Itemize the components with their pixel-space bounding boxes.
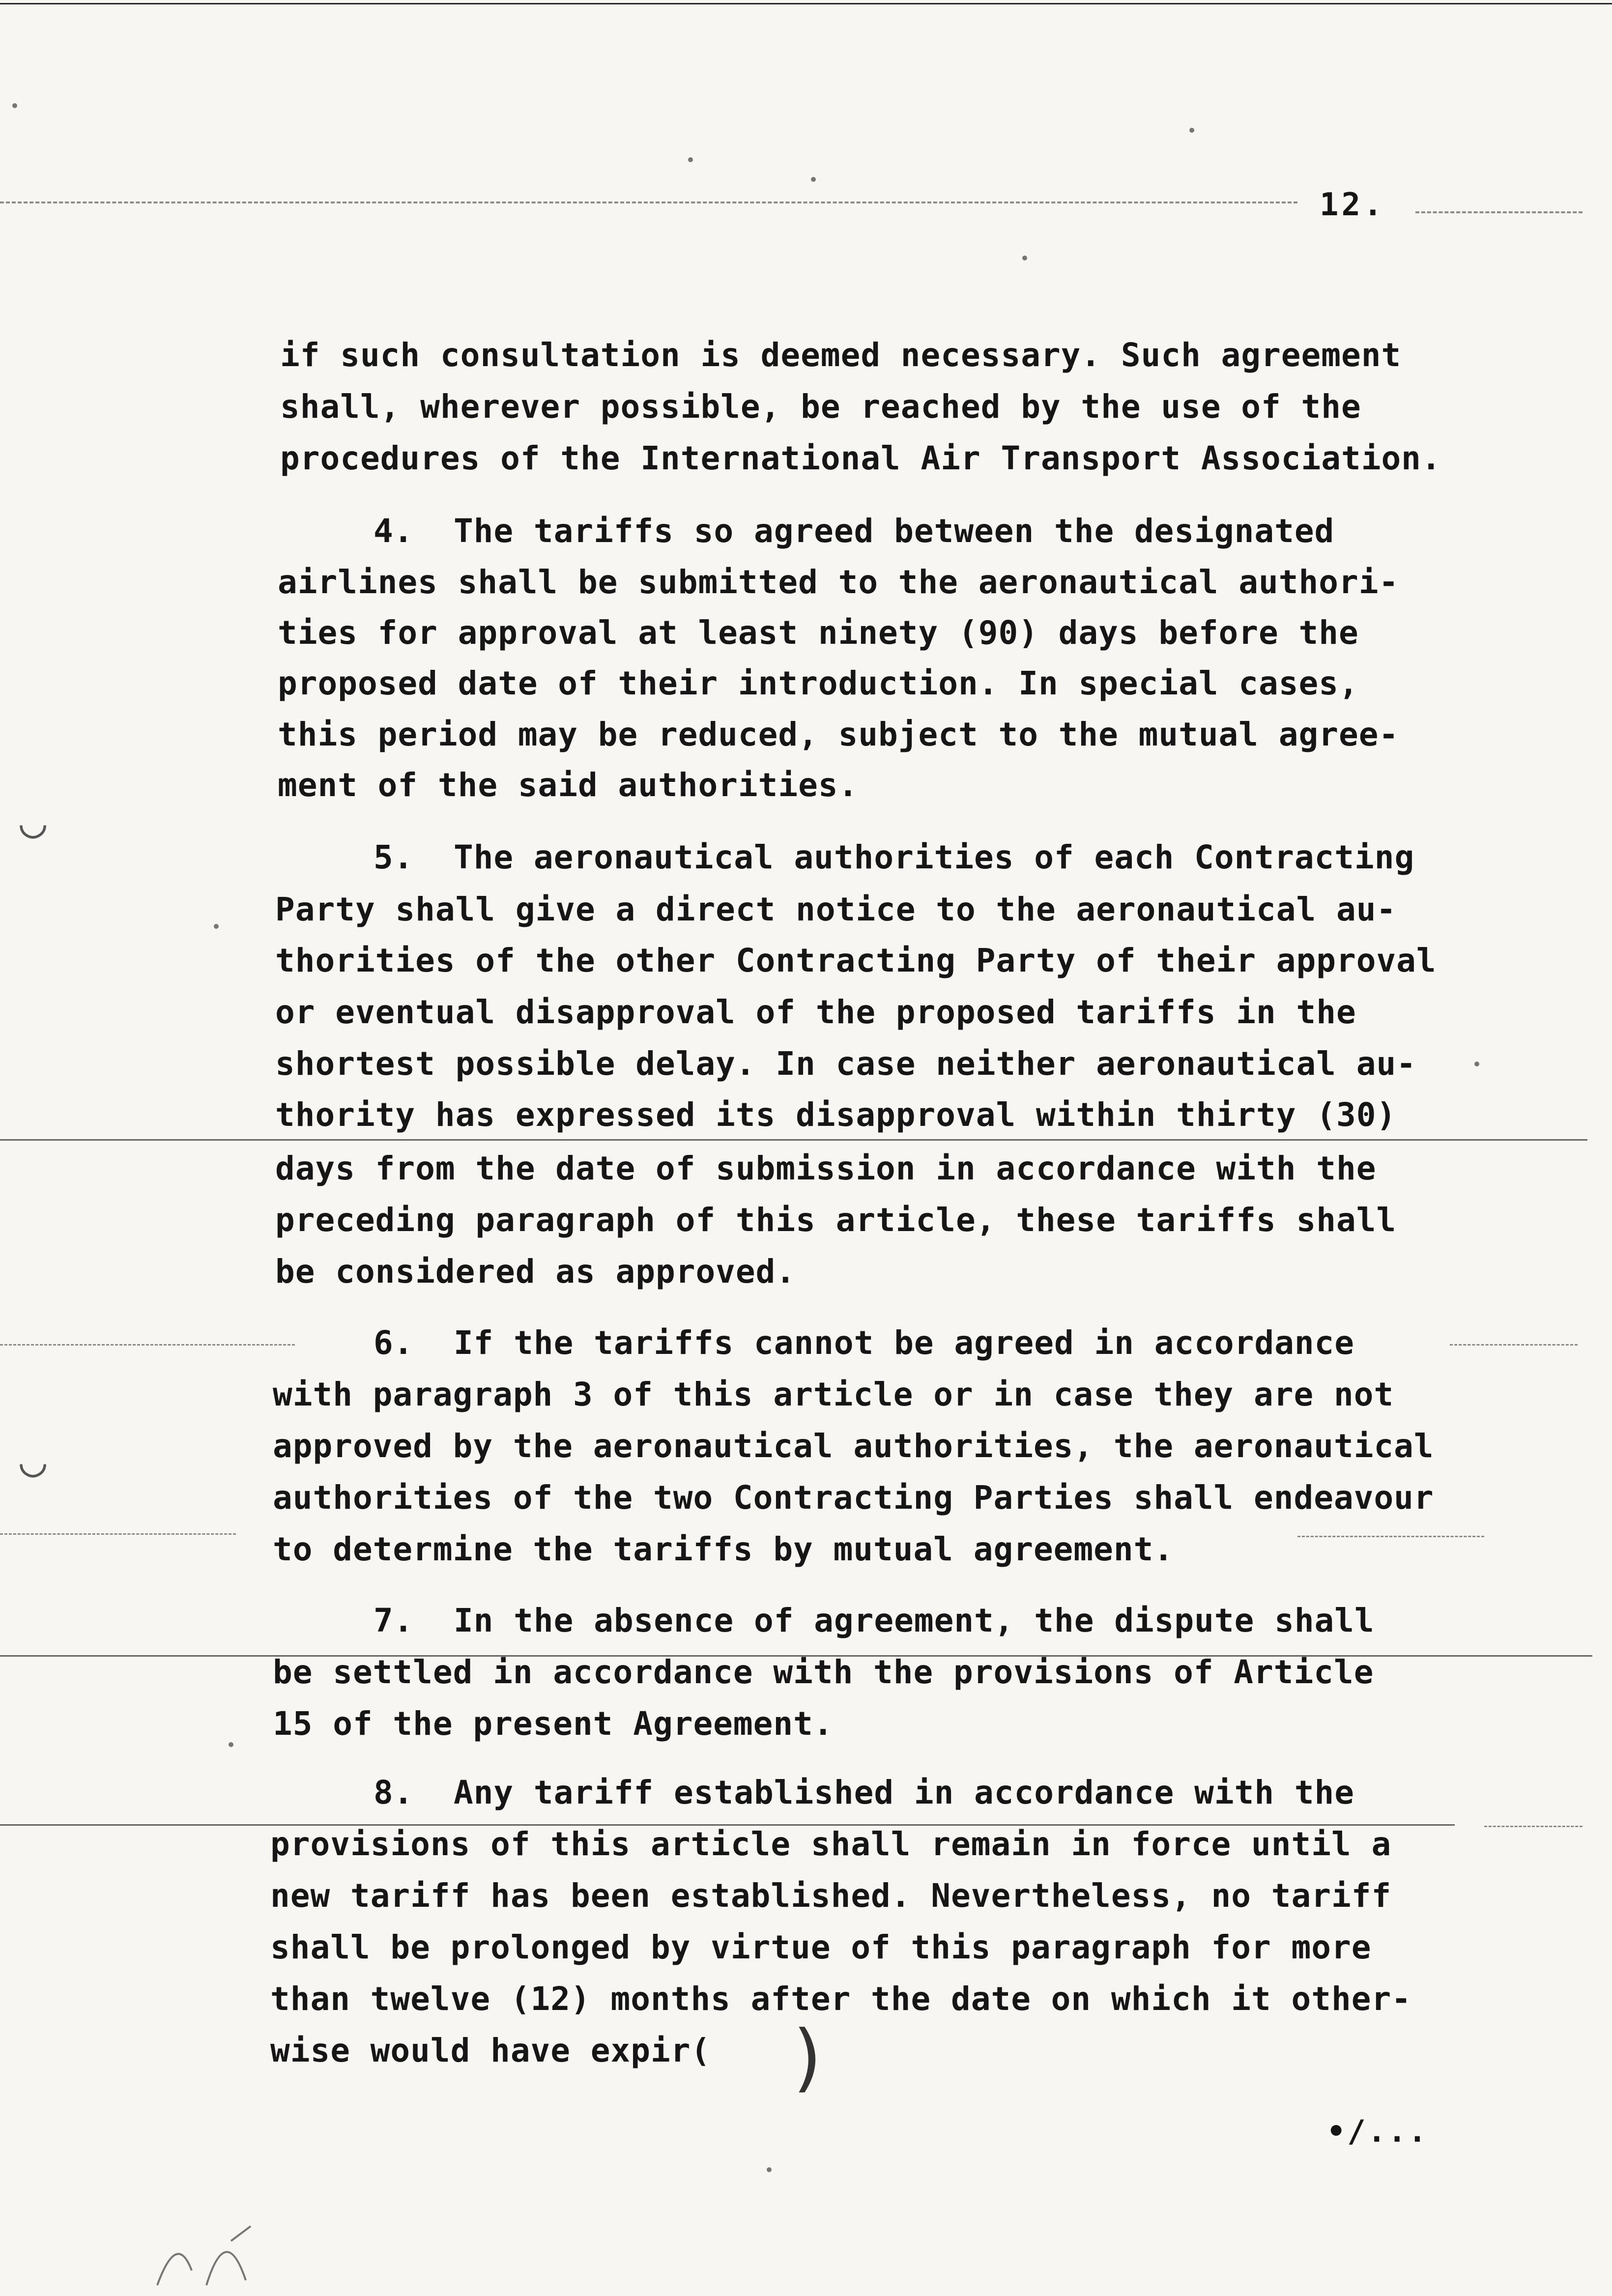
scan-speck (1022, 256, 1027, 260)
scan-speck (214, 924, 219, 929)
horizontal-rule (0, 1139, 1587, 1141)
handwritten-initials (147, 2211, 275, 2295)
text-line: this period may be reduced, subject to the mutual agree- (278, 716, 1399, 753)
text-line: 8. Any tariff established in accordance with the (374, 1774, 1355, 1811)
scan-speck (229, 1742, 233, 1747)
text-line: thorities of the other Contracting Party of their approval (275, 942, 1437, 979)
text-line: 5. The aeronautical authorities of each Contracting (374, 838, 1415, 876)
text-line: to determine the tariffs by mutual agreement. (273, 1530, 1174, 1568)
scan-speck (12, 103, 17, 108)
continuation-marker: •/... (1327, 2113, 1429, 2149)
scan-speck (767, 2167, 772, 2172)
text-line: ties for approval at least ninety (90) days before the (278, 614, 1359, 652)
text-line: approved by the aeronautical authorities, the aeronautical (273, 1427, 1434, 1465)
punch-hole-mark: ◡ (20, 796, 47, 848)
text-line: with paragraph 3 of this article or in case they are not (273, 1376, 1394, 1413)
text-line: shall, wherever possible, be reached by the use of the (280, 388, 1361, 426)
text-line: airlines shall be submitted to the aeronautical authori- (278, 563, 1399, 601)
text-line: if such consultation is deemed necessary. Such agreement (280, 336, 1402, 374)
text-line: than twelve (12) months after the date on which it other- (270, 1980, 1411, 2018)
text-line: procedures of the International Air Transport Association. (280, 439, 1441, 477)
text-line: wise would have expir( (270, 2032, 711, 2069)
text-line: shall be prolonged by virtue of this paragraph for more (270, 1928, 1372, 1966)
top-border-line (0, 3, 1612, 4)
header-dashed-rule (0, 201, 1297, 203)
text-line: be considered as approved. (275, 1253, 796, 1291)
scan-speck (688, 157, 693, 162)
text-line: provisions of this article shall remain in force until a (270, 1825, 1392, 1863)
margin-dashed-rule (1484, 1826, 1583, 1827)
overwritten-paren-mark: ) (786, 2015, 831, 2100)
text-line: ment of the said authorities. (278, 766, 859, 804)
margin-dashed-rule (0, 1344, 295, 1346)
text-line: preceding paragraph of this article, these tariffs shall (275, 1201, 1397, 1239)
margin-dashed-rule (1297, 1536, 1484, 1537)
scan-speck (1474, 1062, 1479, 1066)
text-line: or eventual disapproval of the proposed tariffs in the (275, 993, 1356, 1031)
text-line: shortest possible delay. In case neither aeronautical au- (275, 1045, 1416, 1083)
text-line: be settled in accordance with the provisions of Article (273, 1653, 1374, 1691)
text-line: Party shall give a direct notice to the aeronautical au- (275, 890, 1397, 928)
header-dashed-rule-right (1415, 211, 1583, 213)
text-line: 6. If the tariffs cannot be agreed in accordance (374, 1324, 1355, 1362)
text-line: days from the date of submission in accordance with the (275, 1149, 1377, 1187)
text-line: 4. The tariffs so agreed between the designated (374, 512, 1335, 550)
text-line: 15 of the present Agreement. (273, 1705, 834, 1743)
text-line: proposed date of their introduction. In special cases, (278, 664, 1359, 702)
margin-dashed-rule (0, 1533, 236, 1535)
scan-speck (1189, 128, 1194, 133)
margin-dashed-rule (1450, 1344, 1578, 1346)
text-line: authorities of the two Contracting Parties shall endeavour (273, 1479, 1434, 1517)
scan-speck (811, 177, 816, 182)
page-number: 12. (1320, 187, 1385, 223)
text-line: new tariff has been established. Nevertheless, no tariff (270, 1877, 1392, 1915)
punch-hole-mark: ◡ (20, 1435, 47, 1487)
text-line: 7. In the absence of agreement, the dispute shall (374, 1602, 1375, 1639)
text-line: thority has expressed its disapproval within thirty (30) (275, 1096, 1397, 1134)
